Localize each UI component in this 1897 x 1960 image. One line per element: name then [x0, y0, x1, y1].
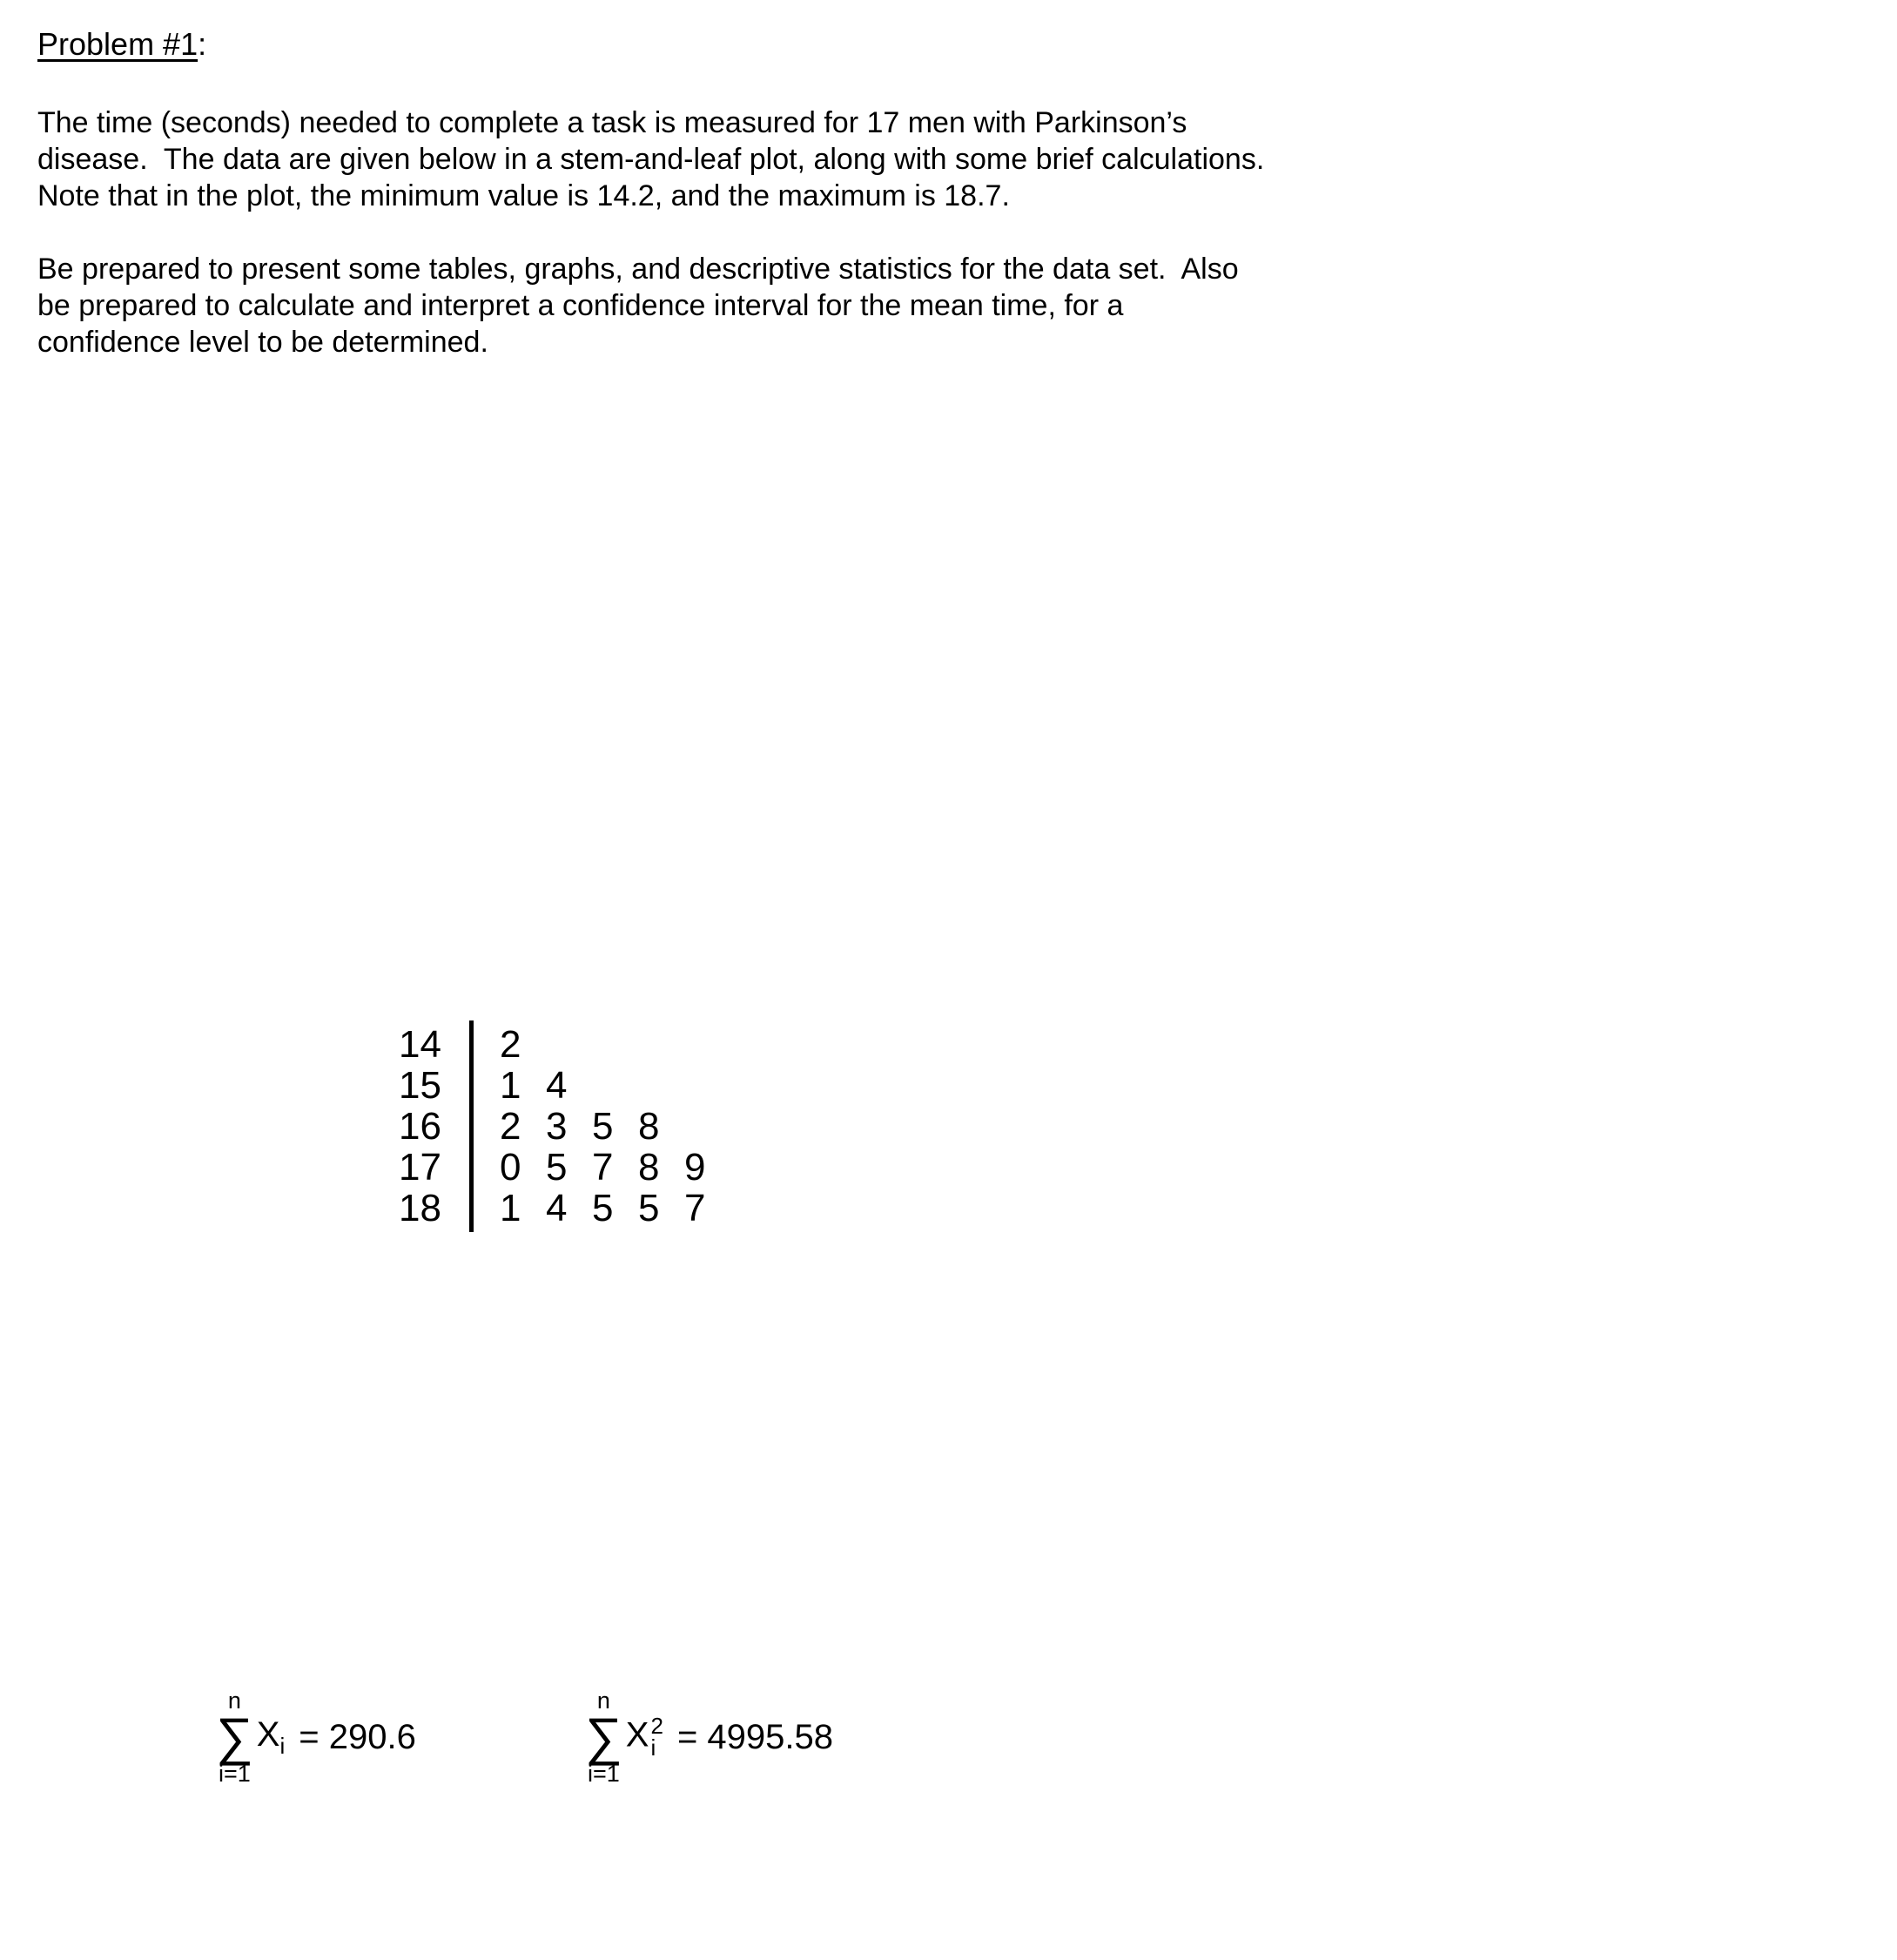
leaf-digit: 8 [637, 1105, 660, 1148]
problem-heading-text: Problem #1 [37, 26, 198, 62]
stem-and-leaf-plot [399, 1020, 730, 1232]
summand-variable: X [625, 1715, 649, 1755]
leaf-digit: 5 [591, 1187, 614, 1229]
paragraph-line: Note that in the plot, the minimum value is 14.2, and the maximum is 18.7. [37, 179, 1010, 212]
summand [257, 1715, 285, 1760]
stem-value: 14 [399, 1023, 441, 1066]
paragraph-line: be prepared to calculate and interpret a confidence interval for the mean time, for a [37, 289, 1124, 322]
leaf-digit: 7 [683, 1187, 706, 1229]
leaf-digit: 2 [499, 1105, 521, 1148]
sigma-symbol: ∑ [585, 1707, 622, 1766]
stem-value: 18 [399, 1187, 441, 1229]
stem-value: 17 [399, 1146, 441, 1189]
leaf-digit: 1 [499, 1064, 521, 1107]
summand-superscript: 2 [650, 1713, 663, 1739]
leaf-digit: 0 [499, 1146, 521, 1189]
problem-heading [37, 26, 206, 63]
sum-lower-limit: i=1 [587, 1761, 620, 1787]
summand-subscript: i [650, 1734, 656, 1761]
instructions-paragraph [37, 251, 1239, 360]
paragraph-line: disease. The data are given below in a stem-and-leaf plot, along with some brief calculations. [37, 143, 1265, 176]
leaf-digit: 8 [637, 1146, 660, 1189]
summand-subscript: i [279, 1732, 286, 1759]
sum-result: = 4995.58 [676, 1717, 833, 1756]
sum-x-formula [216, 1687, 416, 1787]
sum-lower-limit: i=1 [218, 1761, 251, 1787]
paragraph-line: confidence level to be determined. [37, 326, 488, 359]
leaf-digit: 9 [683, 1146, 706, 1189]
leaf-digit: 7 [591, 1146, 614, 1189]
leaf-row [500, 1147, 730, 1188]
leaf-digit: 3 [545, 1105, 568, 1148]
leaf-row [500, 1106, 730, 1147]
sum-upper-limit: n [227, 1687, 241, 1714]
sigma-symbol: ∑ [216, 1707, 253, 1766]
sum-upper-limit: n [596, 1687, 610, 1714]
leaf-row [500, 1188, 730, 1229]
leaf-digit: 2 [499, 1023, 521, 1066]
leaf-column [469, 1020, 730, 1232]
sigma-notation [585, 1687, 622, 1787]
summand-scripts [650, 1715, 663, 1759]
stem-value: 15 [399, 1064, 441, 1107]
intro-paragraph [37, 104, 1264, 214]
stem-column [399, 1020, 469, 1232]
leaf-digit: 5 [637, 1187, 660, 1229]
sigma-notation [216, 1687, 253, 1787]
summand [626, 1715, 663, 1759]
sum-expression [257, 1715, 416, 1760]
leaf-digit: 5 [591, 1105, 614, 1148]
problem-heading-colon: : [198, 26, 207, 62]
paragraph-line: The time (seconds) needed to complete a task is measured for 17 men with Parkinson’s [37, 106, 1187, 139]
sum-expression [626, 1715, 833, 1759]
summand-variable: X [256, 1714, 280, 1754]
leaf-digit: 1 [499, 1187, 521, 1229]
leaf-digit: 4 [545, 1187, 568, 1229]
stem-value: 16 [399, 1105, 441, 1148]
leaf-row [500, 1065, 730, 1106]
sum-result: = 290.6 [299, 1717, 416, 1756]
leaf-row [500, 1024, 730, 1065]
paragraph-line: Be prepared to present some tables, graphs, and descriptive statistics for the data set. Also [37, 253, 1239, 286]
sum-x-squared-formula [585, 1687, 833, 1787]
leaf-digit: 4 [545, 1064, 568, 1107]
leaf-digit: 5 [545, 1146, 568, 1189]
